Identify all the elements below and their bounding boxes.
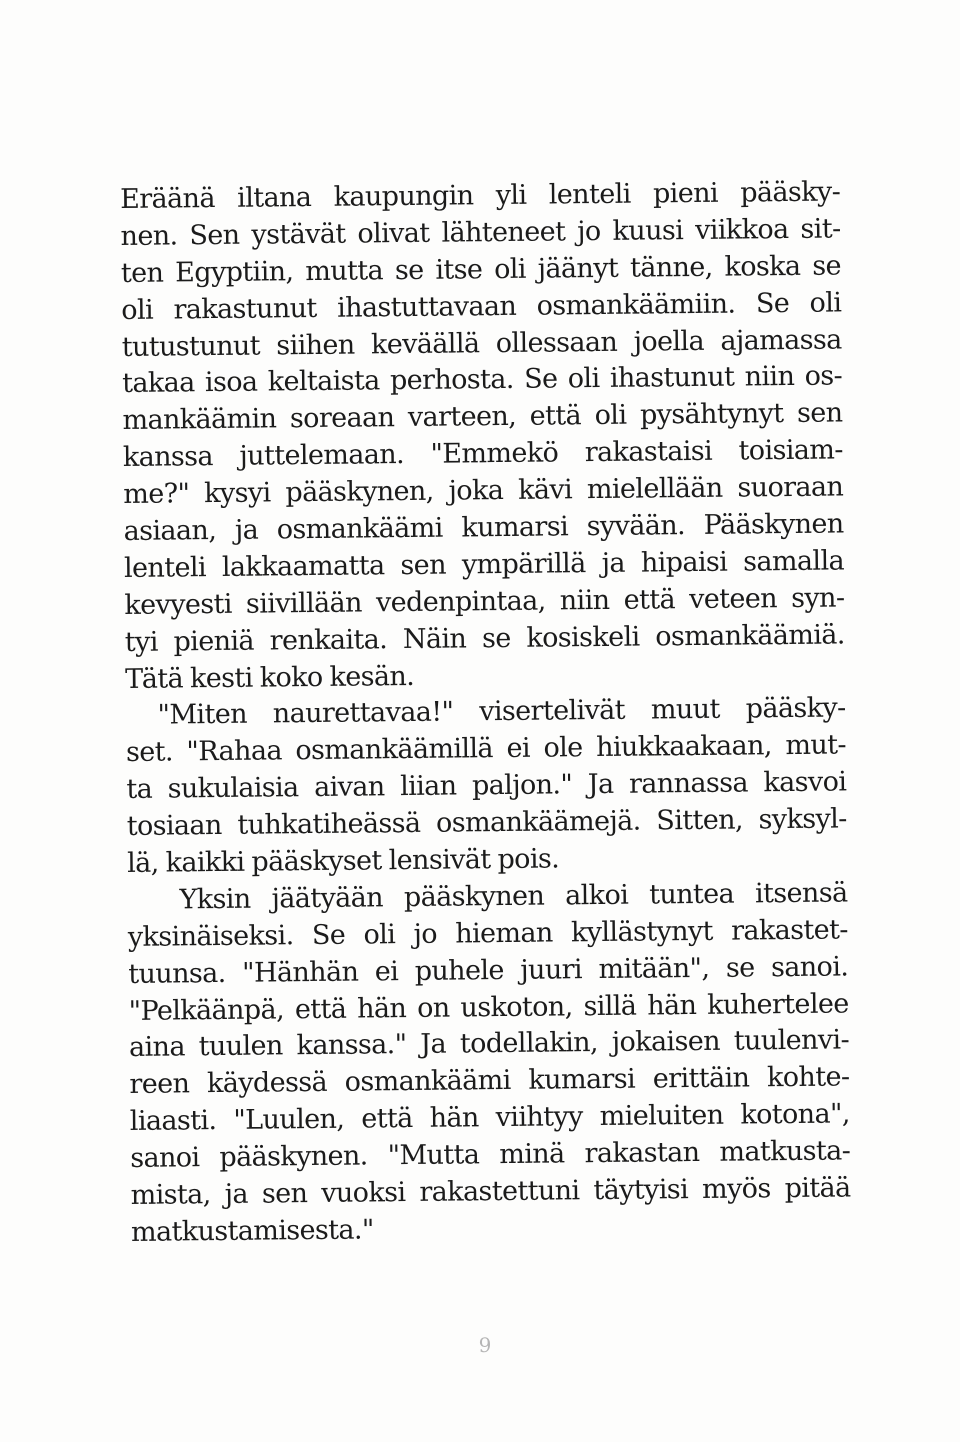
text-line-17: ta sukulaisia aivan liian paljon." Ja rannassa kasvoi	[126, 766, 847, 806]
text-line-7: mankäämin soreaan varteen, että oli pysähtynyt sen	[122, 397, 843, 437]
text-line-12: kevyesti siivillään vedenpintaa, niin että veteen syn-	[124, 582, 845, 621]
text-line-3: ten Egyptiin, mutta se itse oli jäänyt tänne, koska se	[120, 250, 842, 289]
text-line-28: mista, ja sen vuoksi rakastettuni täytyisi myös pitää	[130, 1172, 851, 1211]
text-line-2: nen. Sen ystävät olivat lähteneet jo kuusi viikkoa sit-	[120, 213, 841, 252]
text-line-29: matkustamisesta."	[130, 1214, 374, 1248]
text-line-21: yksinäiseksi. Se oli jo hieman kyllästynyt rakastet-	[127, 914, 849, 953]
text-line-19: lä, kaikki pääskyset lensivät pois.	[126, 843, 560, 879]
text-line-13: tyi pieniä renkaita. Näin se kosiskeli osmankäämiä.	[124, 619, 845, 658]
text-line-23: "Pelkäänpä, että hän on uskoton, sillä hän kuhertelee	[128, 988, 849, 1027]
text-line-25: reen käydessä osmankäämi kumarsi erittäin kohte-	[129, 1061, 850, 1101]
text-line-5: tutustunut siihen keväällä ollessaan joella ajamassa	[121, 324, 842, 363]
text-line-20: Yksin jäätyään pääskynen alkoi tuntea itsensä	[179, 877, 848, 916]
text-line-27: sanoi pääskynen. "Mutta minä rakastan matkusta-	[130, 1135, 851, 1175]
text-line-6: takaa isoa keltaista perhosta. Se oli ihastunut niin os-	[121, 360, 843, 400]
text-line-24: aina tuulen kanssa." Ja todellakin, jokaisen tuulenvi-	[128, 1024, 850, 1064]
text-line-10: asiaan, ja osmankäämi kumarsi syvään. Pääskynen	[123, 508, 844, 547]
text-line-8: kanssa juttelemaan. "Emmekö rakastaisi toisiam-	[122, 434, 844, 474]
text-line-16: set. "Rahaa osmankäämillä ei ole hiukkaakaan, mut-	[125, 729, 847, 769]
text-line-14: Tätä kesti koko kesän.	[125, 660, 415, 695]
text-line-4: oli rakastunut ihastuttavaan osmankäämiin. Se oli	[121, 287, 842, 326]
story-text	[120, 174, 851, 1251]
text-line-18: tosiaan tuhkatiheässä osmankäämejä. Sitten, syksyl-	[126, 803, 847, 843]
text-line-22: tuunsa. "Hänhän ei puhele juuri mitään", se sanoi.	[128, 951, 849, 990]
text-line-26: liaasti. "Luulen, että hän viihtyy mieluiten kotona",	[129, 1098, 850, 1138]
page-number: 9	[478, 1333, 492, 1357]
text-line-9: me?" kysyi pääskynen, joka kävi mielellään suoraan	[123, 471, 844, 511]
text-line-1: Eräänä iltana kaupungin yli lenteli pieni pääsky-	[120, 176, 841, 215]
text-line-15: "Miten naurettavaa!" visertelivät muut pääsky-	[157, 692, 846, 732]
text-line-11: lenteli lakkaamatta sen ympärillä ja hipaisi samalla	[123, 545, 845, 584]
